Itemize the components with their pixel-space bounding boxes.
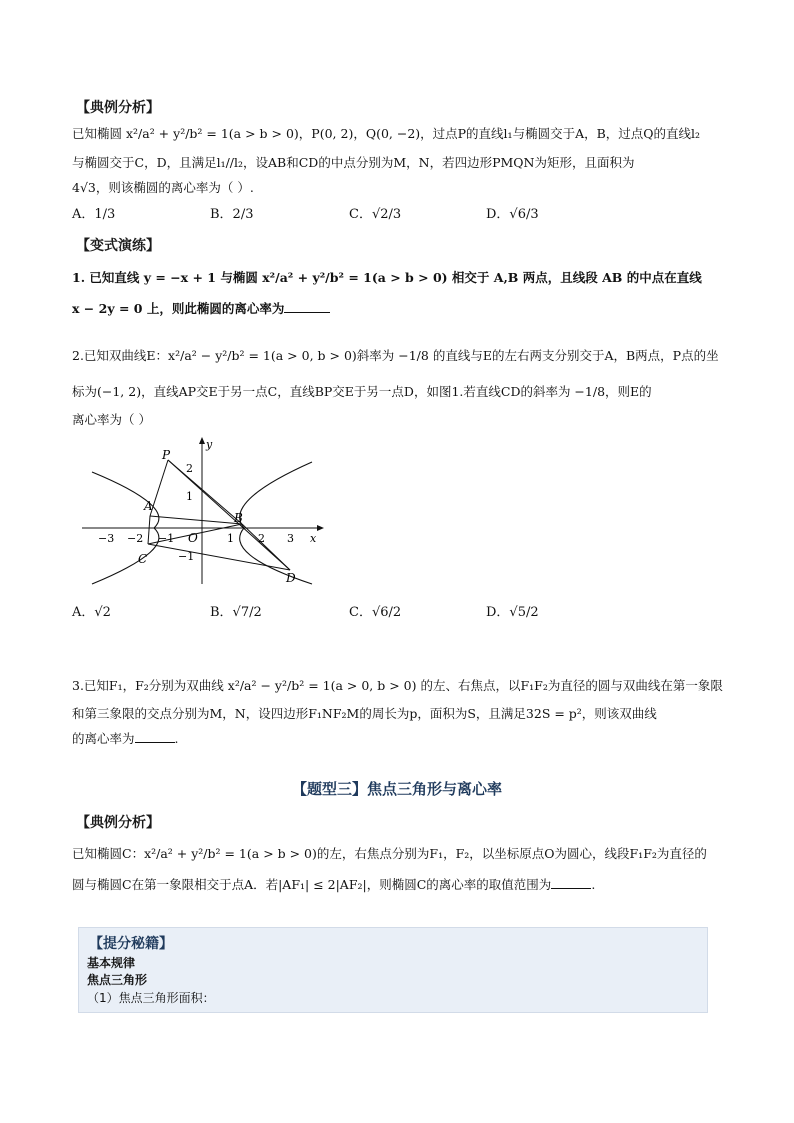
line-ac [148,516,150,544]
x-axis-arrow [317,525,324,531]
option-b: B．2/3 [210,207,254,222]
q1-line-2: x − 2y = 0 上，则此椭圆的离心率为 [72,298,330,319]
tips-title: 【提分秘籍】 [89,936,173,952]
tips-line-3: （1）焦点三角形面积： [87,991,215,1005]
q3-line-3: 的离心率为 . [72,728,179,749]
tips-box [78,927,708,1013]
label-b: B [234,511,243,525]
q2-line-3: 离心率为（ ） [72,412,151,427]
label-a: A [144,499,153,513]
q1-line-1: 1. 已知直线 y = −x + 1 与椭圆 x²/a² + y²/b² = 1(a > b > 0) 相交于 A,B 两点，且线段 AB 的中点在直线 [72,270,702,285]
q3-line-1: 3.已知F₁，F₂分别为双曲线 x²/a² − y²/b² = 1(a > 0, b > 0) 的左、右焦点，以F₁F₂为直径的圆与双曲线在第一象限 [72,678,723,693]
tick-x-1: 1 [227,532,234,545]
y-axis-arrow [199,437,205,444]
tick-y-neg1: −1 [178,550,195,563]
tick-x-neg3: −3 [98,532,115,545]
section-heading-type3: 【题型三】焦点三角形与离心率 [291,780,502,798]
section-label-practice: 【变式演练】 [76,238,160,254]
hyperbola-figure [72,432,332,590]
q2-option-d: D．√5/2 [486,605,539,620]
example2-line-1: 已知椭圆C：x²/a² + y²/b² = 1(a > b > 0)的左，右焦点分别为F₁，F₂，以坐标原点O为圆心，线段F₁F₂为直径的 [72,846,707,861]
line-cd [148,544,290,570]
example-line-3: 4√3，则该椭圆的离心率为（ ）. [72,180,254,195]
label-p: P [162,448,171,462]
option-a: A．1/3 [72,207,116,222]
tick-y-2: 2 [186,462,193,475]
label-y: y [206,438,213,451]
tick-x-2: 2 [258,532,265,545]
example2-line-2: 圆与椭圆C在第一象限相交于点A．若|AF₁| ≤ 2|AF₂|，则椭圆C的离心率的取值范围为 . [72,874,595,895]
section-label-example-2: 【典例分析】 [76,815,160,831]
tick-x-neg1: −1 [158,532,175,545]
q2-option-a: A．√2 [72,605,111,620]
tips-line-1: 基本规律 [87,956,136,970]
example-line-2: 与椭圆交于C，D，且满足l₁//l₂，设AB和CD的中点分别为M，N，若四边形PMQN为矩形，且面积为 [72,155,635,170]
hyperbola-right-branch [240,462,312,584]
line-pa [150,460,168,516]
line-ab [150,516,242,524]
q2-line-1: 2.已知双曲线E：x²/a² − y²/b² = 1(a > 0, b > 0)斜率为 −1/8 的直线与E的左右两支分别交于A，B两点，P点的坐 [72,348,719,363]
q2-option-c: C．√6/2 [349,605,402,620]
q3-line-2: 和第三象限的交点分别为M，N，设四边形F₁NF₂M的周长为p，面积为S，且满足32S = p²，则该双曲线 [72,706,657,721]
label-x: x [310,532,317,545]
option-c: C．√2/3 [349,207,402,222]
q2-line-2: 标为(−1, 2)，直线AP交E于另一点C，直线BP交E于另一点D，如图1.若直线CD的斜率为 −1/8，则E的 [72,384,652,399]
tips-line-2: 焦点三角形 [87,973,148,987]
label-d: D [286,571,296,585]
label-o: O [188,531,198,545]
option-d: D．√6/3 [486,207,539,222]
example-line-1: 已知椭圆 x²/a² + y²/b² = 1(a > b > 0)，P(0, 2)，Q(0, −2)，过点P的直线l₁与椭圆交于A，B，过点Q的直线l₂ [72,126,701,141]
tick-x-neg2: −2 [127,532,144,545]
label-c: C [138,552,148,566]
tick-x-3: 3 [287,532,294,545]
tick-y-1: 1 [186,490,193,503]
q2-option-b: B．√7/2 [210,605,262,620]
section-label-example: 【典例分析】 [76,100,160,116]
